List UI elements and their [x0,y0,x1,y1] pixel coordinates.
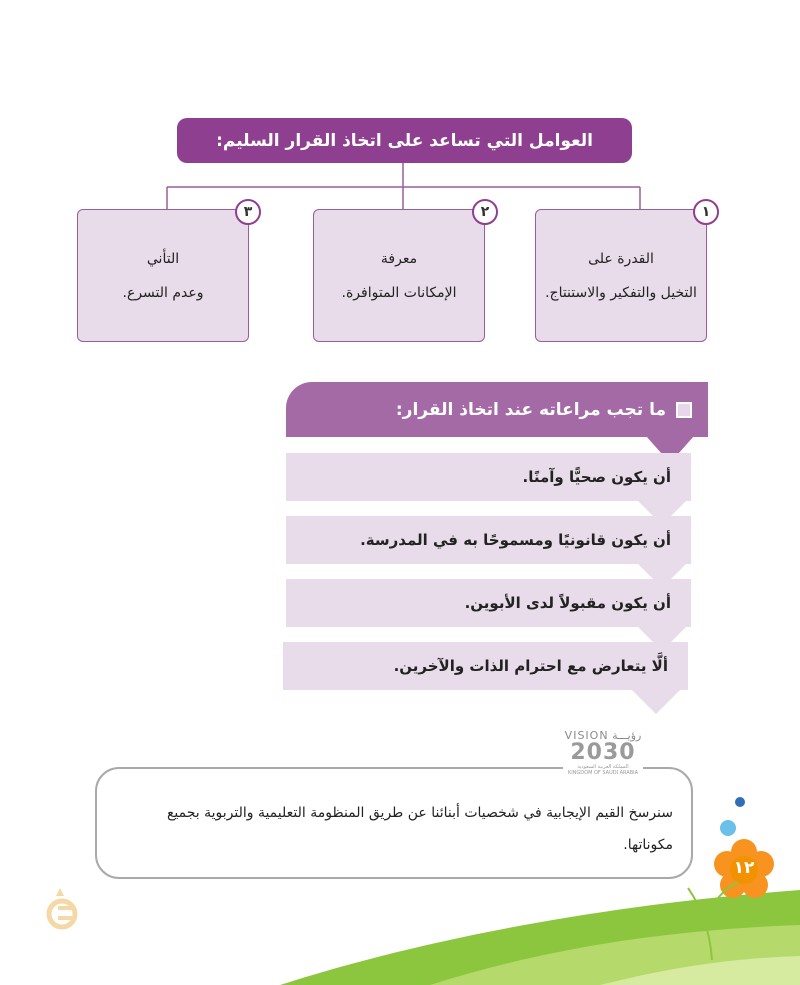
square-bullet-icon [676,402,692,418]
considerations-title-bar [286,382,708,437]
consideration-2-text: أن يكون قانونيًا ومسموحًا به في المدرسة. [360,531,671,549]
factor-1-number: ١ [693,199,719,225]
consideration-3-text: أن يكون مقبولاً لدى الأبوين. [464,594,671,612]
green-wave-decoration [0,880,800,985]
ministry-logo-icon [42,884,82,934]
factor-2-number: ٢ [472,199,498,225]
vision-country-en: KINGDOM OF SAUDI ARABIA [567,770,639,776]
vision-note-text: سنرسخ القيم الإيجابية في شخصيات أبنائنا عن طريق المنظومة التعليمية والتربوية بجميع مكوناتها. [166,805,673,853]
vision-country-ar: المملكة العربية السعودية [577,764,629,770]
factor-box-2 [313,209,485,342]
factor-2-line2: الإمكانات المتوافرة. [341,284,457,301]
vision-year: 2030 [570,740,636,765]
consideration-1-text: أن يكون صحيًّا وآمنًا. [522,468,671,486]
consideration-item-4 [283,642,688,690]
factor-2-line1: معرفة [380,250,418,267]
consideration-item-1 [286,453,691,501]
down-arrow-icon [632,690,680,714]
factor-box-1 [535,209,707,342]
factor-box-3 [77,209,249,342]
factors-title: العوامل التي تساعد على اتخاذ القرار السليم: [177,118,632,163]
factor-1-line1: القدرة على [588,250,654,267]
vision-note-box [95,767,693,879]
factor-3-number: ٣ [235,199,261,225]
consideration-4-text: ألَّا يتعارض مع احترام الذات والآخرين. [393,657,668,675]
factor-3-line2: وعدم التسرع. [122,284,204,301]
factor-3-line1: التأني [146,250,180,267]
vision-label-ar: رؤيـــة [612,729,642,742]
vision-2030-logo [563,727,643,781]
page-number: ١٢ [733,858,755,878]
consideration-item-2 [286,516,691,564]
vision-label-en: VISION [564,729,609,742]
factor-1-line2: التخيل والتفكير والاستنتاج. [545,284,697,301]
consideration-item-3 [286,579,691,627]
considerations-title: ما تجب مراعاته عند اتخاذ القرار: [395,399,666,420]
